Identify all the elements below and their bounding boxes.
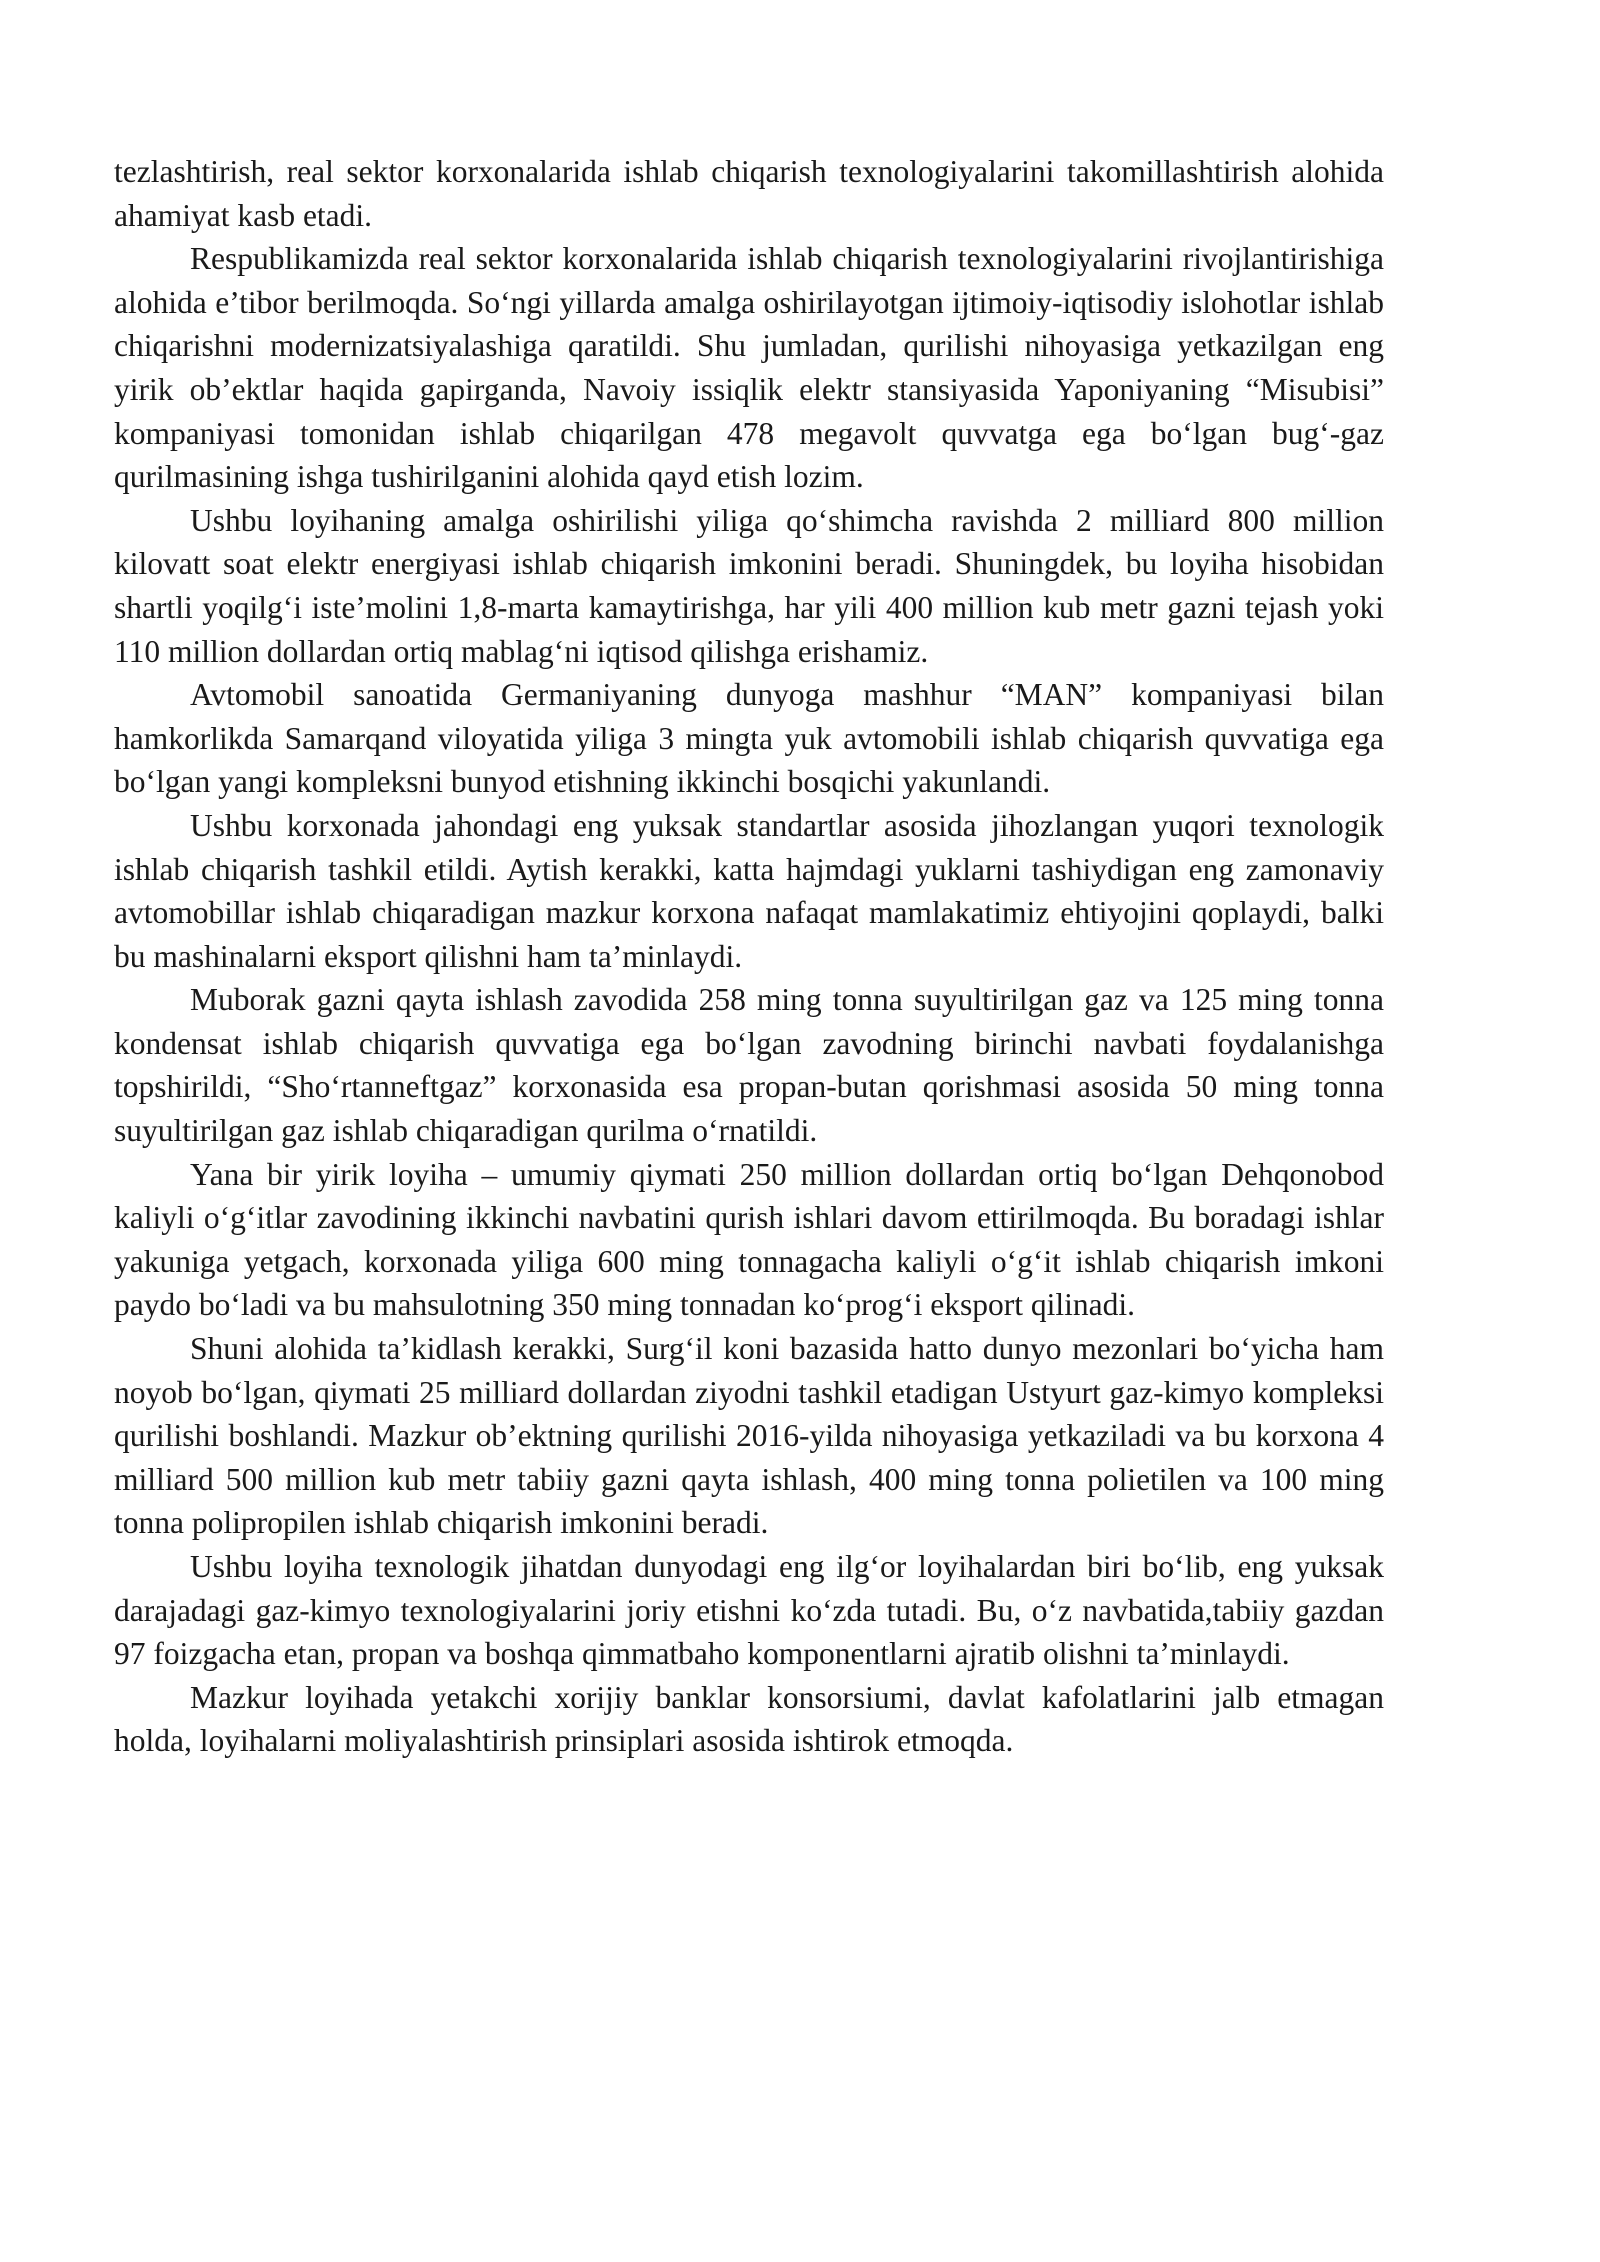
paragraph-bank-consortium: Mazkur loyihada yetakchi xorijiy banklar konsorsiumi, davlat kafolatlarini jalb etmagan holda, loyihalarni moliyalashtirish prinsiplari asosida ishtirok etmoqda. <box>114 1679 1384 1759</box>
paragraph-potash-fertilizer: Yana bir yirik loyiha – umumiy qiymati 250 million dollardan ortiq bo‘lgan Dehqonobod kaliyli o‘g‘itlar zavodining ikkinchi navbatini qurish ishlari davom ettirilmoqda. Bu boradagi ishlar yakuniga yetgach, korxonada yiliga 600 ming tonnagacha kaliyli o‘g‘it ishlab chiqarish imkoni paydo bo‘ladi va bu mahsulotning 350 ming tonnadan ko‘prog‘i eksport qilinadi. <box>114 1156 1384 1323</box>
paragraph-electricity-project: Ushbu loyihaning amalga oshirilishi yiliga qo‘shimcha ravishda 2 milliard 800 million kilovatt soat elektr energiyasi ishlab chiqarish imkonini beradi. Shuningdek, bu loyiha hisobidan shartli yoqilg‘i iste’molini 1,8-marta kamaytirishga, har yili 400 million kub metr gazni tejash yoki 110 million dollardan ortiq mablag‘ni iqtisod qilishga erishamiz. <box>114 502 1384 669</box>
document-page <box>114 150 1384 1763</box>
paragraph-gas-processing: Muborak gazni qayta ishlash zavodida 258 ming tonna suyultirilgan gaz va 125 ming tonna kondensat ishlab chiqarish quvvatiga ega bo‘lgan zavodning birinchi navbati foydalanishga topshirildi, “Sho‘rtanneftgaz” korxonasida esa propan-butan qorishmasi asosida 50 ming tonna suyultirilgan gaz ishlab chiqaradigan qurilma o‘rnatildi. <box>114 982 1384 1149</box>
paragraph-gas-chemical-technology: Ushbu loyiha texnologik jihatdan dunyodagi eng ilg‘or loyihalardan biri bo‘lib, eng yuksak darajadagi gaz-kimyo texnologiyalarini joriy etishni ko‘zda tutadi. Bu, o‘z navbatida,tabiiy gazdan 97 foizgacha etan, propan va boshqa qimmatbaho komponentlarni ajratib olishni ta’minlaydi. <box>114 1549 1384 1672</box>
paragraph-continuation: tezlashtirish, real sektor korxonalarida ishlab chiqarish texnologiyalarini takomillashtirish alohida ahamiyat kasb etadi. <box>114 154 1384 233</box>
paragraph-real-sector-technologies: Respublikamizda real sektor korxonalarida ishlab chiqarish texnologiyalarini rivojlantirishiga alohida e’tibor berilmoqda. So‘ngi yillarda amalga oshirilayotgan ijtimoiy-iqtisodiy islohotlar ishlab chiqarishni modernizatsiyalashiga qaratildi. Shu jumladan, qurilishi nihoyasiga yetkazilgan eng yirik ob’ektlar haqida gapirganda, Navoiy issiqlik elektr stansiyasida Yaponiyaning “Misubisi” kompaniyasi tomonidan ishlab chiqarilgan 478 megavolt quvvatga ega bo‘lgan bug‘-gaz qurilmasining ishga tushirilganini alohida qayd etish lozim. <box>114 241 1384 495</box>
paragraph-ustyurt-complex: Shuni alohida ta’kidlash kerakki, Surg‘il koni bazasida hatto dunyo mezonlari bo‘yicha ham noyob bo‘lgan, qiymati 25 milliard dollardan ziyodni tashkil etadigan Ustyurt gaz-kimyo kompleksi qurilishi boshlandi. Mazkur ob’ektning qurilishi 2016-yilda nihoyasiga yetkaziladi va bu korxona 4 milliard 500 million kub metr tabiiy gazni qayta ishlash, 400 ming tonna polietilen va 100 ming tonna polipropilen ishlab chiqarish imkonini beradi. <box>114 1331 1384 1541</box>
paragraph-automobile-industry: Avtomobil sanoatida Germaniyaning dunyoga mashhur “MAN” kompaniyasi bilan hamkorlikda Samarqand viloyatida yiliga 3 mingta yuk avtomobili ishlab chiqarish quvvatiga ega bo‘lgan yangi kompleksni bunyod etishning ikkinchi bosqichi yakunlandi. <box>114 677 1384 800</box>
paragraph-enterprise-standards: Ushbu korxonada jahondagi eng yuksak standartlar asosida jihozlangan yuqori texnologik ishlab chiqarish tashkil etildi. Aytish kerakki, katta hajmdagi yuklarni tashiydigan eng zamonaviy avtomobillar ishlab chiqaradigan mazkur korxona nafaqat mamlakatimiz ehtiyojini qoplaydi, balki bu mashinalarni eksport qilishni ham ta’minlaydi. <box>114 807 1384 974</box>
